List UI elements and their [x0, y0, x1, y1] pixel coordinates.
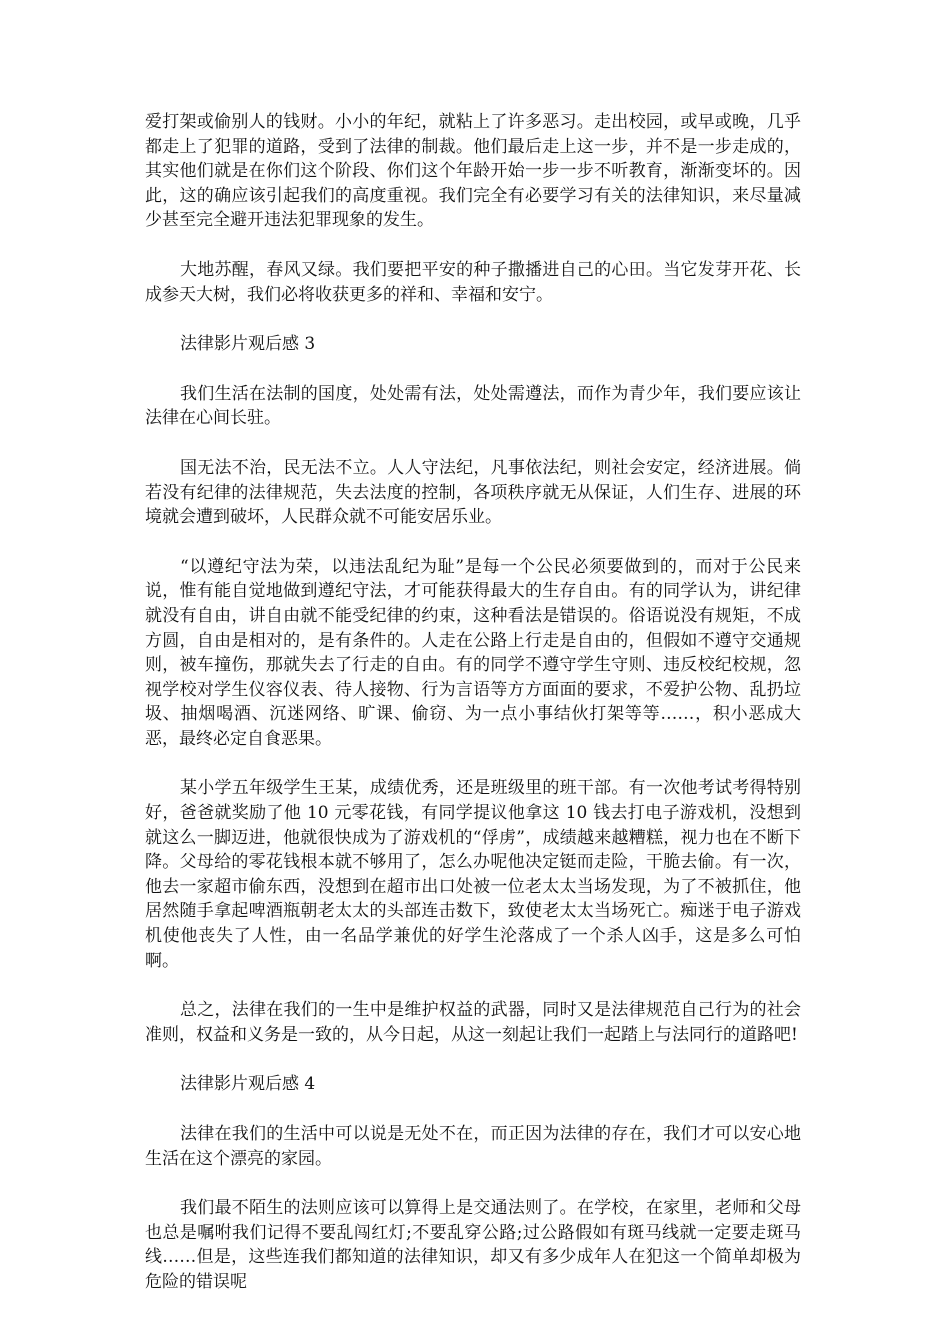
paragraph-country: 国无法不治，民无法不立。人人守法纪，凡事依法纪，则社会安定，经济进展。倘若没有纪律的法律规范，失去法度的控制，各项秩序就无从保证，人们生存、进展的环境就会遭到破坏，人民群众就不可能安居乐业。: [145, 457, 801, 528]
paragraph-story: 某小学五年级学生王某，成绩优秀，还是班级里的班干部。有一次他考试考得特别好，爸爸就奖励了他 10 元零花钱，有同学提议他拿这 10 钱去打电子游戏机，没想到就这么一脚迈进，他就很快成为了游戏机的“俘虏”，成绩越来越糟糕，视力也在不断下降。父母给的零花钱根本就不够用了，怎么办呢他决定铤而走险，干脆去偷。有一次，他去一家超市偷东西，没想到在超市出口处被一位老太太当场发现，为了不被抓住，他居然随手拿起啤酒瓶朝老太太的头部连击数下，致使老太太当场死亡。痴迷于电子游戏机使他丧失了人性，由一名品学兼优的好学生沦落成了一个杀人凶手，这是多么可怕啊。: [145, 778, 801, 971]
paragraph-continued: 爱打架或偷别人的钱财。小小的年纪，就粘上了许多恶习。走出校园，或早或晚，几乎都走上了犯罪的道路，受到了法律的制裁。他们最后走上这一步，并不是一步走成的，其实他们就是在你们这个阶段、你们这个年龄开始一步一步不听教育，渐渐变坏的。因此，这的确应该引起我们的高度重视。我们完全有必要学习有关的法律知识，来尽量减少甚至完全避开违法犯罪现象的发生。: [145, 112, 801, 231]
paragraph-intro-3: 我们生活在法制的国度，处处需有法，处处需遵法，而作为青少年，我们要应该让法律在心间长驻。: [145, 383, 801, 429]
section-heading-4: 法律影片观后感 4: [180, 1074, 316, 1095]
paragraph-traffic: 我们最不陌生的法则应该可以算得上是交通法则了。在学校，在家里，老师和父母也总是嘱咐我们记得不要乱闯红灯;不要乱穿公路;过公路假如有斑马线就一定要走斑马线……但是，这些连我们都知道的法律知识，却又有多少成年人在犯这一个简单却极为危险的错误呢: [145, 1198, 801, 1292]
document-body: [145, 110, 801, 1320]
paragraph-honor: “以遵纪守法为荣，以违法乱纪为耻”是每一个公民必须要做到的，而对于公民来说，惟有能自觉地做到遵纪守法，才可能获得最大的生存自由。有的同学认为，讲纪律就没有自由，讲自由就不能受纪律的约束，这种看法是错误的。俗语说没有规矩，不成方圆，自由是相对的，是有条件的。人走在公路上行走是自由的，但假如不遵守交通规则，被车撞伤，那就失去了行走的自由。有的同学不遵守学生守则、违反校纪校规，忽视学校对学生仪容仪表、待人接物、行为言语等方方面面的要求，不爱护公物、乱扔垃圾、抽烟喝酒、沉迷网络、旷课、偷窃、为一点小事结伙打架等等……，积小恶成大恶，最终必定自食恶果。: [145, 556, 801, 749]
section-heading-3: 法律影片观后感 3: [180, 334, 316, 355]
paragraph-spring: 大地苏醒，春风又绿。我们要把平安的种子撒播进自己的心田。当它发芽开花、长成参天大树，我们必将收获更多的祥和、幸福和安宁。: [145, 259, 801, 305]
paragraph-intro-4: 法律在我们的生活中可以说是无处不在，而正因为法律的存在，我们才可以安心地生活在这个漂亮的家园。: [145, 1124, 801, 1169]
paragraph-conclusion: 总之，法律在我们的一生中是维护权益的武器，同时又是法律规范自己行为的社会准则，权益和义务是一致的，从今日起，从这一刻起让我们一起踏上与法同行的道路吧!: [145, 1000, 801, 1045]
